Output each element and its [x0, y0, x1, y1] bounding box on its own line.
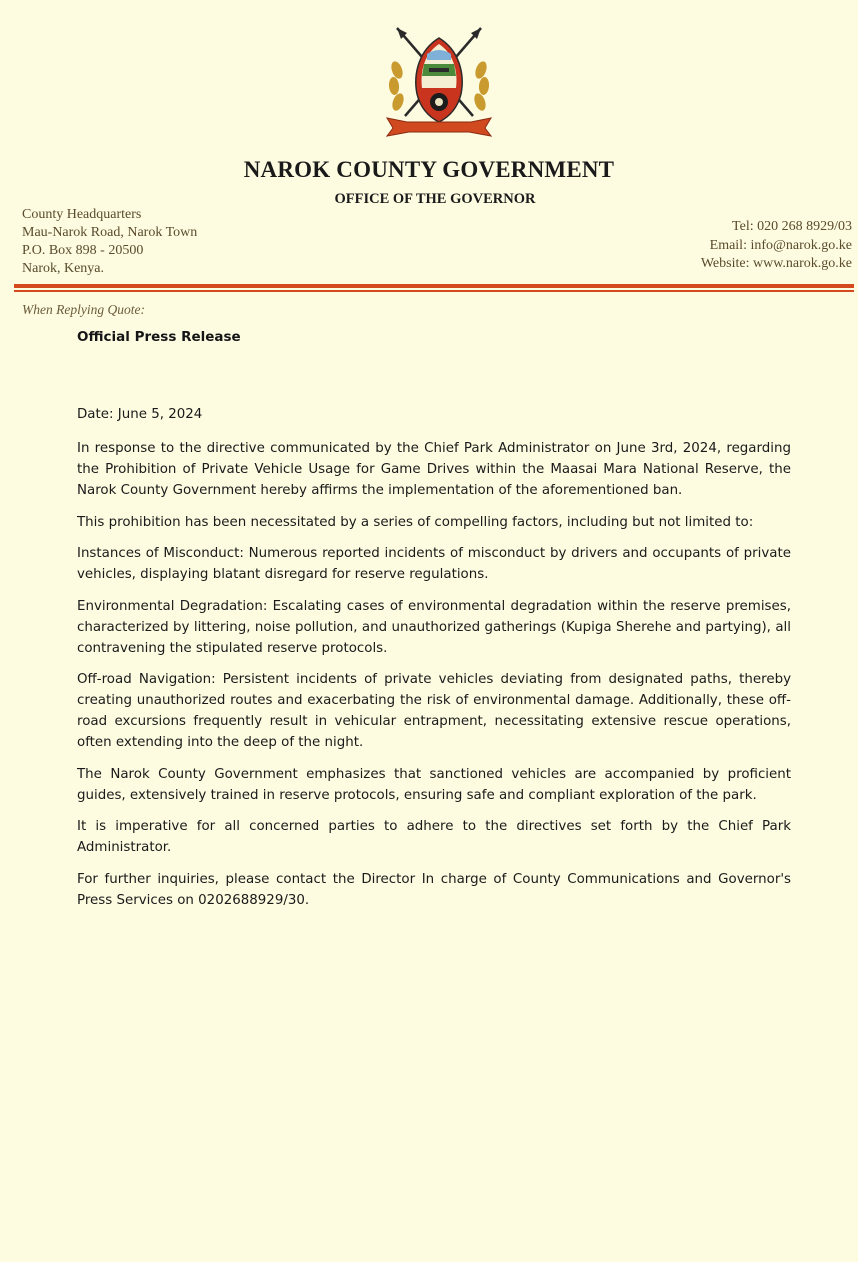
address-line: P.O. Box 898 - 20500 — [22, 243, 144, 258]
document-body — [77, 404, 791, 921]
office-name: OFFICE OF THE GOVERNOR — [334, 191, 536, 207]
address-line: Mau-Narok Road, Narok Town — [22, 225, 198, 240]
paragraph: The Narok County Government emphasizes that sanctioned vehicles are accompanied by proficient guides, extensively trained in reserve protocols, ensuring safe and compliant exploration of the park. — [77, 766, 791, 803]
county-crest-logo — [377, 24, 501, 140]
paragraph: In response to the directive communicated by the Chief Park Administrator on June 3rd, 2024, regarding the Prohibition of Private Vehicle Usage for Game Drives within the Maasai Mara National Reserve, the Narok County Government hereby affirms the implementation of the aforementioned ban. — [77, 441, 791, 498]
paragraph: Off-road Navigation: Persistent incidents of private vehicles deviating from designated paths, thereby creating unauthorized routes and exacerbating the risk of environmental damage. Additionally, these off-road excursions frequently result in vehicular entrapment, necessitating extensive rescue operations, often extending into the deep of the night. — [77, 672, 791, 750]
paragraph: Instances of Misconduct: Numerous reported incidents of misconduct by drivers and occupants of private vehicles, displaying blatant disregard for reserve regulations. — [77, 546, 791, 582]
email: Email: info@narok.go.ke — [709, 237, 852, 253]
address-line: Narok, Kenya. — [22, 261, 105, 276]
paragraph: For further inquiries, please contact the Director In charge of County Communications and Governor's Press Services on 0202688929/30. — [77, 871, 791, 908]
contact-details — [701, 218, 852, 274]
paragraph: Environmental Degradation: Escalating cases of environmental degradation within the reserve premises, characterized by littering, noise pollution, and unauthorized gatherings (Kupiga Sherehe and partying), all contravening the stipulated reserve protocols. — [77, 598, 791, 656]
org-name: NAROK COUNTY GOVERNMENT — [243, 157, 615, 182]
release-date: Date: June 5, 2024 — [77, 407, 203, 422]
header-rule-thin — [14, 290, 854, 292]
address-line: County Headquarters — [22, 207, 142, 222]
telephone: Tel: 020 268 8929/03 — [732, 219, 852, 234]
paragraph: This prohibition has been necessitated by a series of compelling factors, including but not limited to: — [77, 514, 754, 530]
website: Website: www.narok.go.ke — [700, 256, 852, 271]
header-rule-thick — [14, 284, 854, 288]
paragraph: It is imperative for all concerned parties to adhere to the directives set forth by the Chief Park Administrator. — [77, 819, 791, 855]
reply-reference-label: When Replying Quote: — [22, 302, 145, 317]
postal-address — [22, 206, 197, 278]
document-heading: Official Press Release — [77, 329, 241, 345]
